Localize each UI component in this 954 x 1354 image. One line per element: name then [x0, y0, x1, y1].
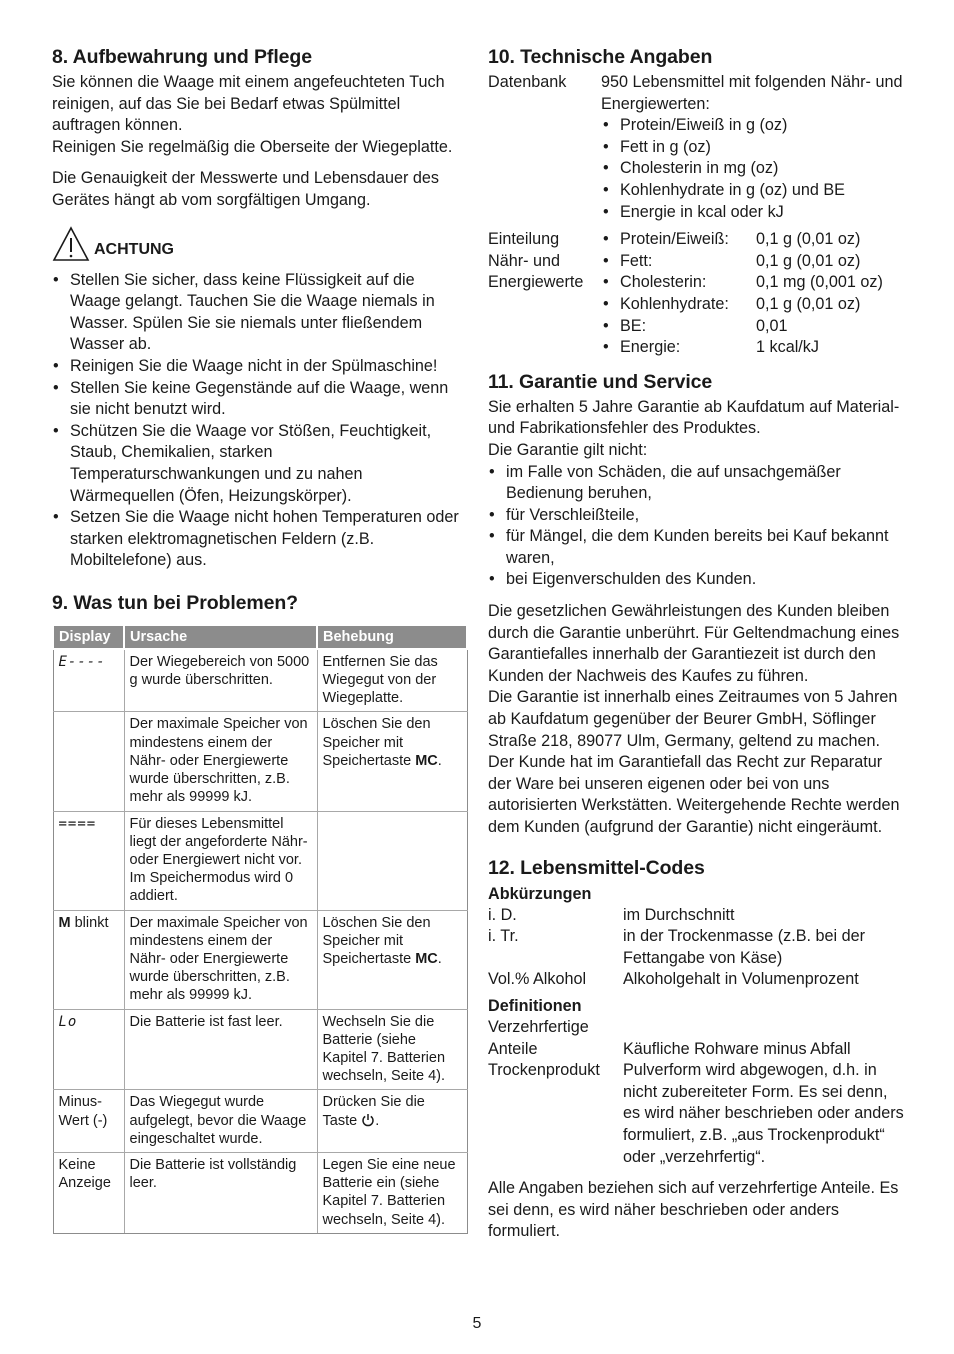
display-code: ==== [58, 815, 97, 832]
display-cell [53, 712, 124, 811]
table-row [53, 1090, 467, 1153]
list-item: • Cholesterin in mg (oz) [601, 158, 908, 180]
cause-text: Für dieses Lebensmittel liegt der angeforderte Nähr- oder Energiewert nicht vor. [129, 815, 308, 868]
mc-key-label: MC [415, 950, 438, 967]
list-item [601, 337, 908, 359]
header-cause: Ursache [124, 625, 317, 649]
cause-cell: Der Wiegebereich von 5000 g wurde überschritten. [124, 649, 317, 712]
display-cell [53, 910, 124, 1009]
display-text: blinkt [70, 914, 109, 931]
table-row [53, 712, 467, 811]
spec-database [488, 72, 908, 223]
warning-label: ACHTUNG [94, 240, 174, 258]
abbr-key: i. D. [488, 905, 517, 924]
cause-cell: Das Wiegegut wurde aufgelegt, bevor die Waage eingeschaltet wurde. [124, 1090, 317, 1153]
nutrient-value: 1 kcal/kJ [756, 338, 819, 357]
definitions-heading: Definitionen [488, 996, 582, 1015]
fix-text-end: . [375, 1112, 380, 1129]
list-item: • Stellen Sie sicher, dass keine Flüssigkeit auf die Waage gelangt. Tauchen Sie die Waage niemals in Wasser. Spülen Sie sie niemals unter fließendem Wasser ab. [52, 270, 466, 356]
table-row [53, 1152, 467, 1233]
page-number: 5 [472, 1315, 482, 1332]
table-header-row [53, 625, 467, 649]
nutrient-name: • Protein/Eiweiß: [620, 230, 729, 249]
s8-paragraph-2: Reinigen Sie regelmäßig die Oberseite der Wiegeplatte. [52, 137, 453, 156]
nutrient-value: 0,1 g (0,01 oz) [756, 251, 861, 270]
mc-key-label: MC [415, 752, 438, 769]
nutrient-value: 0,01 [756, 316, 788, 335]
list-item: • Protein/Eiweiß in g (oz) [601, 115, 908, 137]
list-item: • Fett in g (oz) [601, 137, 908, 159]
cause-cell: Der maximale Speicher von mindestens einem der Nähr- oder Energiewerte wurde überschritten, z.B. mehr als 99999 kJ. [124, 712, 317, 811]
nutrient-value: 0,1 g (0,01 oz) [756, 294, 861, 313]
s11-paragraph-4: Die Garantie ist innerhalb eines Zeitraumes von 5 Jahren ab Kaufdatum gegenüber der Beurer GmbH, Söflinger Straße 218, 89077 Ulm, Germany, geltend zu machen. Der Kunde hat im Garantiefall das Recht zur Reparatur der Ware bei unseren eigenen oder bei von uns autorisierten Werkstätten. Weitergehende Rechte werden dem Kunden (aufgrund der Garantie) nicht eingeräumt. [488, 688, 900, 836]
list-item [601, 316, 908, 338]
cause-cell [124, 811, 317, 910]
nutrient-name: • Energie: [620, 338, 681, 357]
spec-label: Datenbank [488, 73, 567, 91]
display-cell [53, 1009, 124, 1090]
list-item: • Stellen Sie keine Gegenstände auf die Waage, wenn sie nicht benutzt wird. [52, 378, 466, 421]
right-column [488, 44, 908, 1243]
display-code: Lo [58, 1013, 78, 1030]
definitions-list [488, 1017, 908, 1168]
nutrient-name: • Fett: [620, 251, 653, 270]
list-item [601, 294, 908, 316]
abbreviations-heading: Abkürzungen [488, 884, 592, 903]
list-item: • Reinigen Sie die Waage nicht in der Spülmaschine! [52, 356, 466, 378]
fix-cell: Wechseln Sie die Batterie (siehe Kapitel 7. Batterien wechseln, Seite 4). [317, 1009, 467, 1090]
section-8-title: 8. Aufbewahrung und Pflege [52, 46, 312, 68]
display-cell: Keine Anzeige [53, 1152, 124, 1233]
fix-cell [317, 910, 467, 1009]
spec-division [488, 229, 908, 359]
header-display: Display [53, 625, 124, 649]
spec-label: Energiewerte [488, 273, 584, 292]
fix-text-end: . [437, 752, 442, 769]
table-row [53, 649, 467, 712]
left-column [52, 44, 466, 1234]
table-row [53, 1009, 467, 1090]
nutrient-value: 0,1 mg (0,001 oz) [756, 273, 883, 292]
cause-text-2: Im Speichermodus wird 0 addiert. [129, 870, 294, 905]
display-cell [53, 649, 124, 712]
def-key: Trockenprodukt [488, 1061, 600, 1080]
fix-cell [317, 712, 467, 811]
display-code: E---- [58, 653, 106, 670]
s11-paragraph-2: Die Garantie gilt nicht: [488, 440, 648, 459]
abbreviations-list [488, 905, 908, 991]
list-item: • für Mängel, die dem Kunden bereits bei Kauf bekannt waren, [488, 526, 908, 569]
fix-text: Löschen Sie den Speicher mit Speichertaste [322, 716, 431, 769]
section-9-title: 9. Was tun bei Problemen? [52, 591, 298, 614]
warning-header [52, 222, 466, 262]
fix-cell: Legen Sie eine neue Batterie ein (siehe Kapitel 7. Batterien wechseln, Seite 4). [317, 1152, 467, 1233]
display-cell [53, 811, 124, 910]
s8-bullet-list [52, 270, 466, 572]
list-item: • Energie in kcal oder kJ [601, 202, 908, 224]
cause-cell: Die Batterie ist vollständig leer. [124, 1152, 317, 1233]
abbr-key: Vol.% Alkohol [488, 970, 587, 989]
cause-cell: Die Batterie ist fast leer. [124, 1009, 317, 1090]
m-indicator: M [58, 914, 71, 931]
s11-paragraph-1: Sie erhalten 5 Jahre Garantie ab Kaufdatum auf Material- und Fabrikationsfehler des Produktes. [488, 397, 900, 438]
problem-table [52, 624, 468, 1234]
nutrient-name: • BE: [620, 316, 647, 335]
nutrient-name: • Cholesterin: [620, 273, 707, 292]
fix-cell [317, 811, 467, 910]
display-cell: Minus-Wert (-) [53, 1090, 124, 1153]
list-item: • im Falle von Schäden, die auf unsachgemäßer Bedienung beruhen, [488, 462, 908, 505]
abbr-value: im Durchschnitt [623, 905, 735, 924]
fix-text: Löschen Sie den Speicher mit Speichertaste [322, 914, 431, 967]
cause-cell: Der maximale Speicher von mindestens einem der Nähr- oder Energiewerte wurde überschritten, z.B. mehr als 99999 kJ. [124, 910, 317, 1009]
list-item: • Schützen Sie die Waage vor Stößen, Feuchtigkeit, Staub, Chemikalien, starken Temperaturschwankungen und zu nahen Wärmequellen (Öfen, Heizungskörper). [52, 421, 466, 507]
list-item: • bei Eigenverschulden des Kunden. [488, 569, 908, 591]
s12-final-paragraph: Alle Angaben beziehen sich auf verzehrfertige Anteile. Es sei denn, es wird näher beschrieben oder anders formuliert. [488, 1179, 899, 1241]
abbr-value: in der Trockenmasse (z.B. bei der Fettangabe von Käse) [623, 927, 866, 967]
list-item: • für Verschleißteile, [488, 505, 908, 527]
table-row [53, 910, 467, 1009]
spec-label: Nähr- und [488, 251, 560, 270]
section-12-title: 12. Lebensmittel-Codes [488, 856, 705, 879]
abbr-key: i. Tr. [488, 927, 519, 946]
s11-bullet-list [488, 462, 908, 592]
nutrient-name: • Kohlenhydrate: [620, 294, 729, 313]
spec-text: 950 Lebensmittel mit folgenden Nähr- und Energiewerten: [601, 73, 903, 113]
nutrient-value: 0,1 g (0,01 oz) [756, 230, 861, 249]
s8-paragraph-3: Die Genauigkeit der Messwerte und Lebensdauer des Gerätes hängt ab vom sorgfältigen Umgang. [52, 169, 439, 209]
list-item [601, 272, 908, 294]
spec-label: Einteilung [488, 230, 560, 249]
list-item: • Kohlenhydrate in g (oz) und BE [601, 180, 908, 202]
fix-text-end: . [437, 950, 442, 967]
section-11-title: 11. Garantie und Service [488, 370, 713, 393]
abbr-value: Alkoholgehalt in Volumenprozent [623, 970, 859, 989]
def-value: Käufliche Rohware minus Abfall [623, 1039, 851, 1058]
power-icon [361, 1113, 375, 1127]
fix-cell [317, 1090, 467, 1153]
def-value: Pulverform wird abgewogen, d.h. in nicht zubereiteter Form. Es sei denn, es wird näher beschrieben oder anders formuliert, z.B. „aus Trockenprodukt“ oder „verzehrfertig“. [623, 1061, 904, 1166]
section-10-title: 10. Technische Angaben [488, 46, 713, 68]
list-item [601, 229, 908, 251]
table-row [53, 811, 467, 910]
fix-text: Drücken Sie die Taste [322, 1094, 425, 1129]
header-fix: Behebung [317, 625, 467, 649]
list-item: • Setzen Sie die Waage nicht hohen Temperaturen oder starken elektromagnetischen Feldern (z.B. Mobiltelefone) aus. [52, 507, 466, 572]
list-item [601, 251, 908, 273]
s8-paragraph-1: Sie können die Waage mit einem angefeuchteten Tuch reinigen, auf das Sie bei Bedarf etwas Spülmittel auftragen können. [52, 73, 445, 135]
s11-paragraph-3: Die gesetzlichen Gewährleistungen des Kunden bleiben durch die Garantie unberührt. Für Geltendmachung eines Garantiefalles innerhalb der Garantiezeit ist durch den Kunden der Nachweis des Kaufes zu führen. [488, 602, 900, 685]
fix-cell: Entfernen Sie das Wiegegut von der Wiegeplatte. [317, 649, 467, 712]
warning-triangle-icon [52, 226, 90, 262]
def-key: Verzehrfertige Anteile [488, 1017, 589, 1058]
